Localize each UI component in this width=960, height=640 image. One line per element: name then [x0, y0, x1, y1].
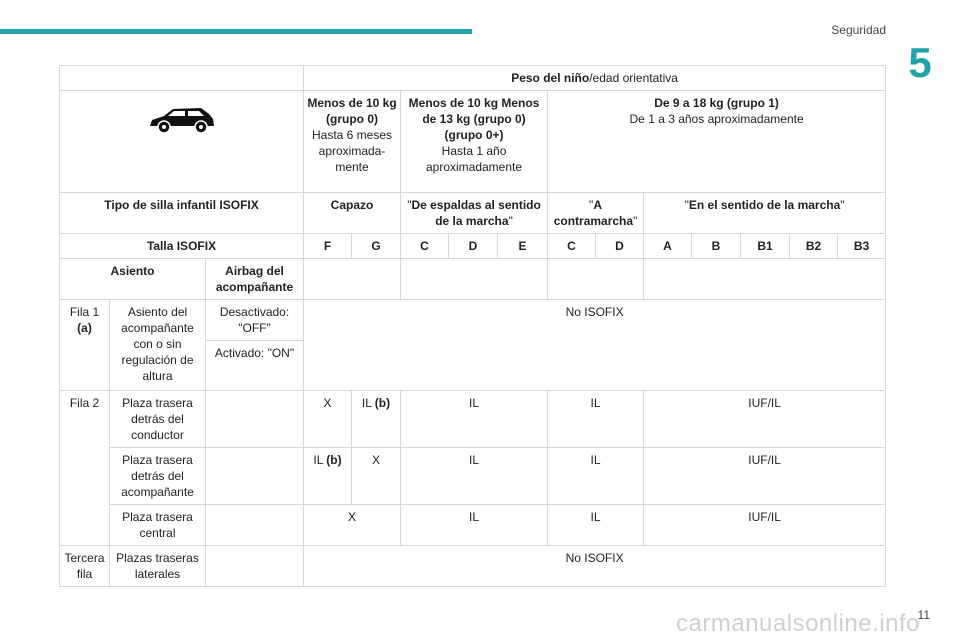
- row3: [60, 546, 886, 587]
- value-cell: X: [352, 448, 401, 505]
- row2-passenger-rear-seat: Plaza trasera detrás del acompañante: [110, 448, 206, 505]
- value-cell: IL: [548, 448, 644, 505]
- value-cell: IL: [401, 505, 548, 546]
- empty-cell: [548, 259, 644, 300]
- row2-driver-rear-seat: Plaza trasera detrás del conductor: [110, 391, 206, 448]
- value-cell: IUF/IL: [644, 505, 886, 546]
- row2-center-seat: Plaza trasera central: [110, 505, 206, 546]
- value-cell: X: [304, 391, 352, 448]
- size-cell: C: [401, 234, 449, 259]
- size-cell: B1: [741, 234, 790, 259]
- row1-seat: Asiento del acompañante con o sin regulación de altura: [110, 300, 206, 391]
- value-cell: IL (b): [352, 391, 401, 448]
- weight-header: Peso del niño/edad orientativa: [304, 66, 886, 91]
- size-cell: D: [449, 234, 498, 259]
- airbag-header: Airbag del acompañante: [206, 259, 304, 300]
- car-cell: [60, 91, 304, 193]
- row2-passenger-rear: [60, 448, 886, 505]
- airbag-off: Desactivado: "OFF": [206, 300, 304, 341]
- empty-header-cell: [60, 66, 304, 91]
- value-cell: IUF/IL: [644, 391, 886, 448]
- size-label: Talla ISOFIX: [60, 234, 304, 259]
- groups-row: [60, 91, 886, 193]
- value-cell: X: [304, 505, 401, 546]
- value-cell: IL: [401, 448, 548, 505]
- group-0-cell: Menos de 10 kg (grupo 0) Hasta 6 meses aproximada-mente: [304, 91, 401, 193]
- row2-center: [60, 505, 886, 546]
- seat-type-forward: "En el sentido de la marcha": [644, 193, 886, 234]
- size-cell: B3: [838, 234, 886, 259]
- value-cell: IL: [548, 505, 644, 546]
- seat-type-label: Tipo de silla infantil ISOFIX: [60, 193, 304, 234]
- size-cell: B2: [790, 234, 838, 259]
- row3-seat: Plazas traseras laterales: [110, 546, 206, 587]
- empty-cell: [206, 391, 304, 448]
- size-cell: D: [596, 234, 644, 259]
- airbag-on: Activado: "ON": [206, 341, 304, 391]
- column-header-row: [60, 259, 886, 300]
- row3-label: Tercera fila: [60, 546, 110, 587]
- group-1-cell: De 9 a 18 kg (grupo 1) De 1 a 3 años aproximadamente: [548, 91, 886, 193]
- row2-driver-rear: [60, 391, 886, 448]
- empty-cell: [304, 259, 401, 300]
- section-title: Seguridad: [831, 23, 886, 37]
- seat-type-capazo: Capazo: [304, 193, 401, 234]
- empty-cell: [206, 448, 304, 505]
- isofix-table: [59, 65, 886, 587]
- watermark: carmanualsonline.info: [676, 610, 920, 637]
- value-cell: IL: [401, 391, 548, 448]
- weight-header-row: [60, 66, 886, 91]
- size-cell: B: [692, 234, 741, 259]
- chapter-number: 5: [908, 39, 932, 86]
- size-cell: F: [304, 234, 352, 259]
- group-0plus-cell: Menos de 10 kg Menos de 13 kg (grupo 0) (grupo 0+) Hasta 1 año aproximadamente: [401, 91, 548, 193]
- row1-label: Fila 1 (a): [60, 300, 110, 391]
- size-cell: G: [352, 234, 401, 259]
- row2-label: Fila 2: [60, 391, 110, 546]
- size-cell: E: [498, 234, 548, 259]
- empty-cell: [206, 505, 304, 546]
- empty-cell: [206, 546, 304, 587]
- seat-type-row: [60, 193, 886, 234]
- seat-type-counter: "A contramarcha": [548, 193, 644, 234]
- car-side-icon: [147, 105, 217, 135]
- size-cell: A: [644, 234, 692, 259]
- page-number: 11: [917, 608, 930, 622]
- seat-type-rear-facing: "De espaldas al sentido de la marcha": [401, 193, 548, 234]
- value-cell: IL (b): [304, 448, 352, 505]
- value-cell: IL: [548, 391, 644, 448]
- row1-off: [60, 300, 886, 341]
- size-cell: C: [548, 234, 596, 259]
- row1-value: No ISOFIX: [304, 300, 886, 391]
- empty-cell: [644, 259, 886, 300]
- row3-value: No ISOFIX: [304, 546, 886, 587]
- value-cell: IUF/IL: [644, 448, 886, 505]
- asiento-header: Asiento: [60, 259, 206, 300]
- empty-cell: [401, 259, 548, 300]
- header-accent-bar: [0, 29, 472, 34]
- isofix-size-row: [60, 234, 886, 259]
